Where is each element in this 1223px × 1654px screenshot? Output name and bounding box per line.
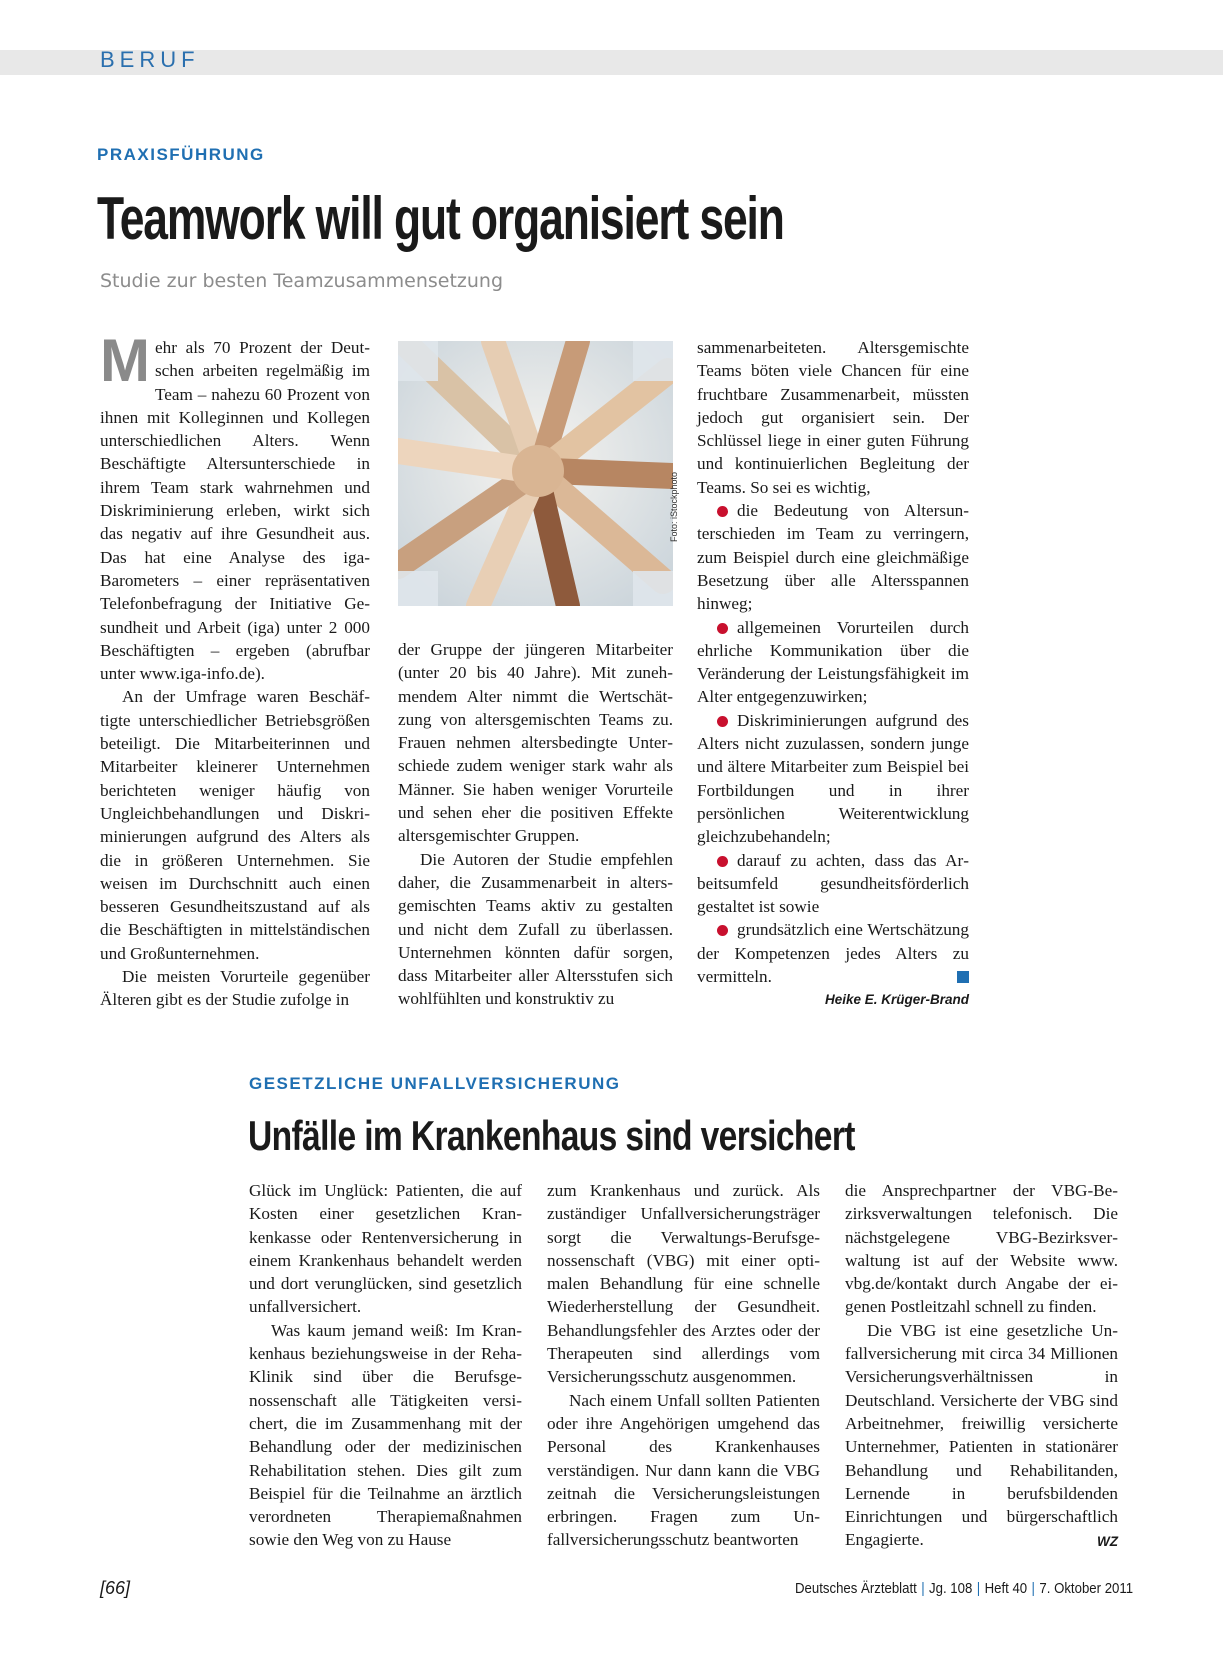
article2-col1-p2: Was kaum jemand weiß: Im Krankenhaus beziehungsweise in der Reha-Klinik sind über die Berufsgenossenschaft alle Tätigkeiten versichert, die im Zusammenhang mit der Behandlung oder der medizinischen Rehabilitation stehen. Dies gilt zum Beispiel für die Teilnahme an ärztlich verordneten Therapiemaßnahmen sowie den Weg von zu Hause: [249, 1320, 522, 1550]
article2-col3-p2: Die VBG ist eine gesetzliche Unfallversicherung mit circa 34 Millionen Versicherungsverhältnissen in Deutschland. Versicherte der VBG sind Arbeitnehmer, freiwillig versicherte Unternehmer, Patienten in stationärer Behandlung und Rehabilitanden, Lernende in berufsbildenden Einrichtungen und bürgerschaftlich Engagierte. WZ: [845, 1319, 1118, 1552]
article1-column-2: [398, 638, 673, 1011]
article2-column-2: [547, 1179, 820, 1552]
drop-cap: M: [100, 327, 150, 394]
page-number: [66]: [100, 1578, 131, 1598]
article1-headline: Teamwork will gut organisiert sein: [97, 185, 784, 252]
separator: |: [921, 1580, 925, 1597]
publication-info: [795, 1580, 1134, 1597]
article2-col2-p2: Nach einem Unfall sollten Patienten oder ihre Angehörigen umgehend das Personal des Krankenhauses verständigen. Nur dann kann die VBG zeitnah die Versicherungsleistungen erbringen. Fragen zum Unfallversicherungsschutz beantworten: [547, 1390, 820, 1550]
article1-author: Heike E. Krüger-Brand: [824, 992, 969, 1008]
bullet-item: Diskriminierungen aufgrund des Alters nicht zuzulassen, sondern junge und ältere Mitarbeiter zum Beispiel bei Fortbildungen und in ihrer persönlichen Weiterentwicklung gleichzubehandeln;: [697, 710, 969, 847]
section-label: BERUF: [100, 47, 200, 72]
journal-name: Deutsches Ärzteblatt: [795, 1580, 917, 1597]
article1-col1-p3: Die meisten Vorurteile gegenüber Älteren gibt es der Studie zufolge in: [100, 967, 370, 1010]
volume: Jg. 108: [929, 1580, 973, 1597]
article1-col3-intro: sammenarbeiteten. Altersgemischte Teams böten viele Chancen für eine fruchtbare Zusammenarbeit, müssten jedoch gut organisiert sein. Der Schlüssel liege in einer guten Führung und kontinuierlichen Begleitung der Teams. So sei es wichtig,: [697, 338, 969, 497]
end-mark-icon: [957, 971, 969, 983]
article2-headline: Unfälle im Krankenhaus sind versichert: [248, 1112, 855, 1159]
article1-kicker: PRAXISFÜHRUNG: [97, 145, 265, 164]
red-bullet-icon: [717, 716, 728, 727]
team-hands-photo: [398, 341, 673, 606]
separator: |: [1031, 1580, 1035, 1597]
bullet-item: grundsätzlich eine Wertschätzung der Kompetenzen jedes Alters zu vermitteln.: [697, 920, 969, 987]
article1-col2-p1: der Gruppe der jüngeren Mitarbeiter (unter 20 bis 40 Jahre). Mit zunehmendem Alter nimmt die Wertschätzung von altersgemischten Teams zu. Frauen nehmen altersbedingte Unterschiede zudem weniger stark wahr als Männer. Sie haben weniger Vorurteile und sehen eher die positiven Effekte altersgemischter Gruppen.: [398, 640, 673, 846]
article1-col2-p2: Die Autoren der Studie empfehlen daher, die Zusammenarbeit in altersgemischten Teams aktiv zu gestalten und nicht dem Zufall zu überlassen. Unternehmen könnten dafür sorgen, dass Mitarbeiter aller Altersstufen sich wohlfühlten und konstruktiv zu: [398, 849, 673, 1009]
article2-column-3: [845, 1179, 1118, 1554]
red-bullet-icon: [717, 925, 728, 936]
red-bullet-icon: [717, 506, 728, 517]
article2-kicker: GESETZLICHE UNFALLVERSICHERUNG: [249, 1074, 621, 1093]
article1-column-3: [697, 336, 969, 1012]
article2-col2-p1: zum Krankenhaus und zurück. Als zuständiger Unfallversicherungsträger sorgt die Verwaltungs-Berufsgenossenschaft (VBG) mit einer optimalen Behandlung für eine schnelle Wiederherstellung der Gesundheit. Behandlungsfehler des Arztes oder der Therapeuten sind allerdings vom Versicherungsschutz ausgenommen.: [547, 1181, 820, 1387]
bullet-item: allgemeinen Vorurteilen durch ehrliche Kommunikation über die Veränderung der Leistungsfähigkeit im Alter entgegenzuwirken;: [697, 617, 969, 707]
issue-date: 7. Oktober 2011: [1039, 1580, 1134, 1597]
article1-deck: Studie zur besten Teamzusammensetzung: [100, 270, 504, 292]
separator: |: [976, 1580, 981, 1597]
bullet-item: die Bedeutung von Altersunterschieden im Team zu verringern, zum Beispiel durch eine gleichmäßige Besetzung über alle Altersspannen hinweg;: [697, 501, 969, 614]
article1-col1-p2: An der Umfrage waren Beschäftigte unterschiedlicher Betriebsgrößen beteiligt. Die Mitarbeiterinnen und Mitarbeiter kleinerer Unternehmen berichteten weniger häufig von Ungleichbehandlungen und Diskriminierungen aufgrund des Alters als die in größeren Unternehmen. Sie weisen im Durchschnitt auch einen besseren Gesundheitszustand auf als die Beschäftigten in mittelständischen und Großunternehmen.: [100, 687, 370, 963]
article2-author: WZ: [1097, 1534, 1118, 1550]
issue: Heft 40: [984, 1580, 1028, 1597]
article2-col3-p1: die Ansprechpartner der VBG-Bezirksverwaltungen telefonisch. Die nächstgelegene VBG-Bezirksverwaltung ist auf der Website www. vbg.de/kontakt durch Angabe der eigenen Postleitzahl schnell zu finden.: [845, 1181, 1118, 1317]
article2-column-1: [249, 1179, 522, 1552]
article2-col1-p1: Glück im Unglück: Patienten, die auf Kosten einer gesetzlichen Krankenkasse oder Rentenversicherung in einem Krankenhaus behandelt werden und dort verunglücken, sind gesetzlich unfallversichert.: [249, 1181, 522, 1317]
photo-credit: Foto: iStockphoto: [669, 471, 679, 542]
article1-col1-p1: ehr als 70 Prozent der Deutschen arbeiten regelmäßig im Team – nahezu 60 Prozent von ihnen mit Kolleginnen und Kollegen unterschiedlichen Alters. Wenn Beschäftigte Altersunterschiede in ihrem Team stark wahrnehmen und Diskriminierung erleben, wirkt sich das negativ auf ihre Gesundheit aus. Das hat eine Analyse des iga-Barometers – einer repräsentativen Telefonbefragung der Initiative Gesundheit und Arbeit (iga) unter 2 000 Beschäftigten – ergeben (abrufbar unter www.iga-info.de).: [100, 338, 370, 684]
article1-column-1: [100, 327, 370, 1012]
bullet-item: darauf zu achten, dass das Arbeitsumfeld gesundheitsförderlich gestaltet ist sowie: [697, 850, 969, 917]
red-bullet-icon: [717, 856, 728, 867]
red-bullet-icon: [717, 623, 728, 634]
